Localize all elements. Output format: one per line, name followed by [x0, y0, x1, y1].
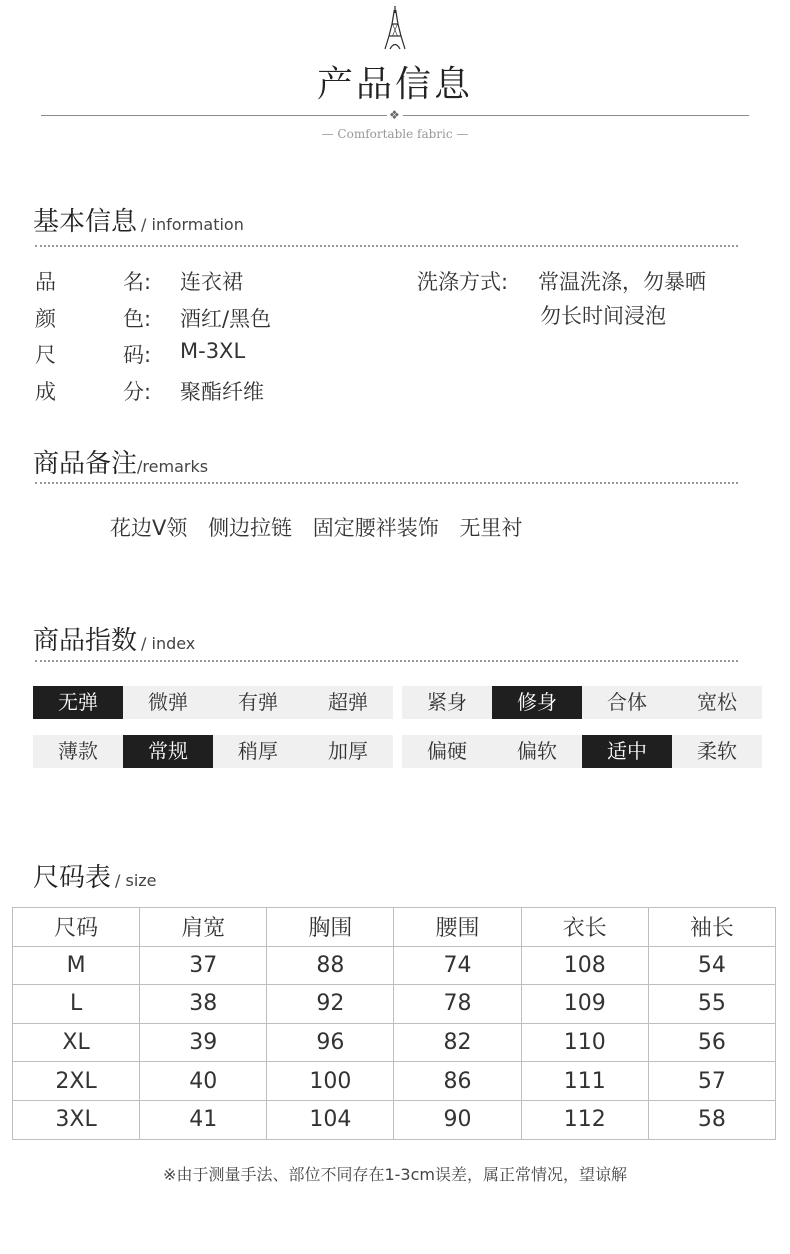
- remarks-title-en: /remarks: [137, 457, 209, 476]
- index-option: 宽松: [672, 686, 762, 719]
- elasticity-index: [33, 686, 393, 719]
- index-option: 偏软: [492, 735, 582, 768]
- table-cell: 2XL: [13, 1062, 140, 1101]
- index-option: 柔软: [672, 735, 762, 768]
- column-header: 衣长: [521, 908, 648, 947]
- index-title: 商品指数: [33, 626, 138, 656]
- size-title: 尺码表: [33, 863, 112, 893]
- column-header: 尺码: [13, 908, 140, 947]
- index-option: 稍厚: [213, 735, 303, 768]
- info-value-material: 聚酯纤维: [180, 380, 264, 404]
- index-option: 常规: [123, 735, 213, 768]
- table-cell: 38: [140, 985, 267, 1024]
- info-value-size: M-3XL: [180, 339, 246, 363]
- size-table: [12, 907, 776, 1140]
- table-row: [13, 1062, 776, 1101]
- index-option: 偏硬: [402, 735, 492, 768]
- table-cell: 111: [521, 1062, 648, 1101]
- table-cell: 41: [140, 1100, 267, 1139]
- table-header-row: [13, 908, 776, 947]
- size-heading: [33, 857, 157, 894]
- remark-item: 花边V领: [110, 516, 188, 540]
- index-option: 修身: [492, 686, 582, 719]
- table-cell: 54: [648, 946, 775, 985]
- index-option: 有弹: [213, 686, 303, 719]
- softness-index: [402, 735, 762, 768]
- table-cell: 74: [394, 946, 521, 985]
- index-heading: [33, 620, 195, 657]
- info-value-color: 酒红/黑色: [180, 307, 272, 331]
- info-value-washing-1: 常温洗涤，勿暴晒: [538, 270, 706, 294]
- diamond-ornament-icon: ❖: [389, 108, 400, 122]
- info-label-material: 成: [35, 380, 56, 404]
- table-row: [13, 1023, 776, 1062]
- table-cell: 112: [521, 1100, 648, 1139]
- eiffel-tower-icon: [383, 6, 407, 50]
- table-cell: 82: [394, 1023, 521, 1062]
- info-label-color: 颜: [35, 307, 56, 331]
- table-cell: 88: [267, 946, 394, 985]
- table-cell: 96: [267, 1023, 394, 1062]
- page-subtitle: — Comfortable fabric —: [321, 127, 469, 141]
- table-cell: 86: [394, 1062, 521, 1101]
- basic-info-heading: [33, 201, 244, 238]
- table-cell: 55: [648, 985, 775, 1024]
- index-option: 超弹: [303, 686, 393, 719]
- info-label-size-suffix: 码:: [123, 343, 152, 367]
- table-cell: 108: [521, 946, 648, 985]
- table-cell: 90: [394, 1100, 521, 1139]
- index-option: 紧身: [402, 686, 492, 719]
- table-cell: M: [13, 946, 140, 985]
- table-cell: 58: [648, 1100, 775, 1139]
- table-cell: 39: [140, 1023, 267, 1062]
- info-label-color-suffix: 色:: [123, 307, 152, 331]
- table-row: [13, 1100, 776, 1139]
- index-option: 薄款: [33, 735, 123, 768]
- info-label-name-suffix: 名:: [123, 270, 152, 294]
- page-title: 产品信息: [316, 64, 473, 105]
- info-label-size: 尺: [35, 343, 56, 367]
- table-cell: 37: [140, 946, 267, 985]
- table-cell: 40: [140, 1062, 267, 1101]
- table-row: [13, 946, 776, 985]
- table-cell: L: [13, 985, 140, 1024]
- table-cell: 78: [394, 985, 521, 1024]
- thickness-index: [33, 735, 393, 768]
- basic-info-divider: [35, 245, 738, 247]
- remarks-list: [110, 512, 536, 542]
- table-cell: 57: [648, 1062, 775, 1101]
- info-value-washing-2: 勿长时间浸泡: [540, 304, 666, 328]
- info-label-washing: 洗涤方式:: [417, 270, 509, 294]
- table-cell: 104: [267, 1100, 394, 1139]
- info-label-name: 品: [35, 270, 56, 294]
- size-title-en: / size: [115, 871, 157, 890]
- column-header: 腰围: [394, 908, 521, 947]
- index-title-en: / index: [141, 634, 196, 653]
- remarks-heading: [33, 443, 208, 480]
- index-option: 无弹: [33, 686, 123, 719]
- basic-info-title-en: / information: [141, 215, 244, 234]
- fit-index: [402, 686, 762, 719]
- measurement-note: ※由于测量手法、部位不同存在1-3cm误差，属正常情况，望谅解: [163, 1165, 627, 1184]
- index-option: 微弹: [123, 686, 213, 719]
- index-divider: [35, 660, 738, 662]
- basic-info-title: 基本信息: [33, 207, 138, 237]
- remark-item: 侧边拉链: [208, 516, 293, 540]
- index-option: 加厚: [303, 735, 393, 768]
- remark-item: 固定腰袢装饰: [312, 516, 439, 540]
- info-value-name: 连衣裙: [180, 270, 243, 294]
- remarks-title: 商品备注: [33, 449, 138, 479]
- remark-item: 无里衬: [459, 516, 523, 540]
- table-cell: 92: [267, 985, 394, 1024]
- table-cell: 109: [521, 985, 648, 1024]
- table-cell: XL: [13, 1023, 140, 1062]
- table-cell: 3XL: [13, 1100, 140, 1139]
- remarks-divider: [35, 482, 738, 484]
- column-header: 胸围: [267, 908, 394, 947]
- table-row: [13, 985, 776, 1024]
- column-header: 肩宽: [140, 908, 267, 947]
- table-cell: 110: [521, 1023, 648, 1062]
- table-cell: 56: [648, 1023, 775, 1062]
- column-header: 袖长: [648, 908, 775, 947]
- table-cell: 100: [267, 1062, 394, 1101]
- info-label-material-suffix: 分:: [123, 380, 152, 404]
- index-option: 合体: [582, 686, 672, 719]
- index-option: 适中: [582, 735, 672, 768]
